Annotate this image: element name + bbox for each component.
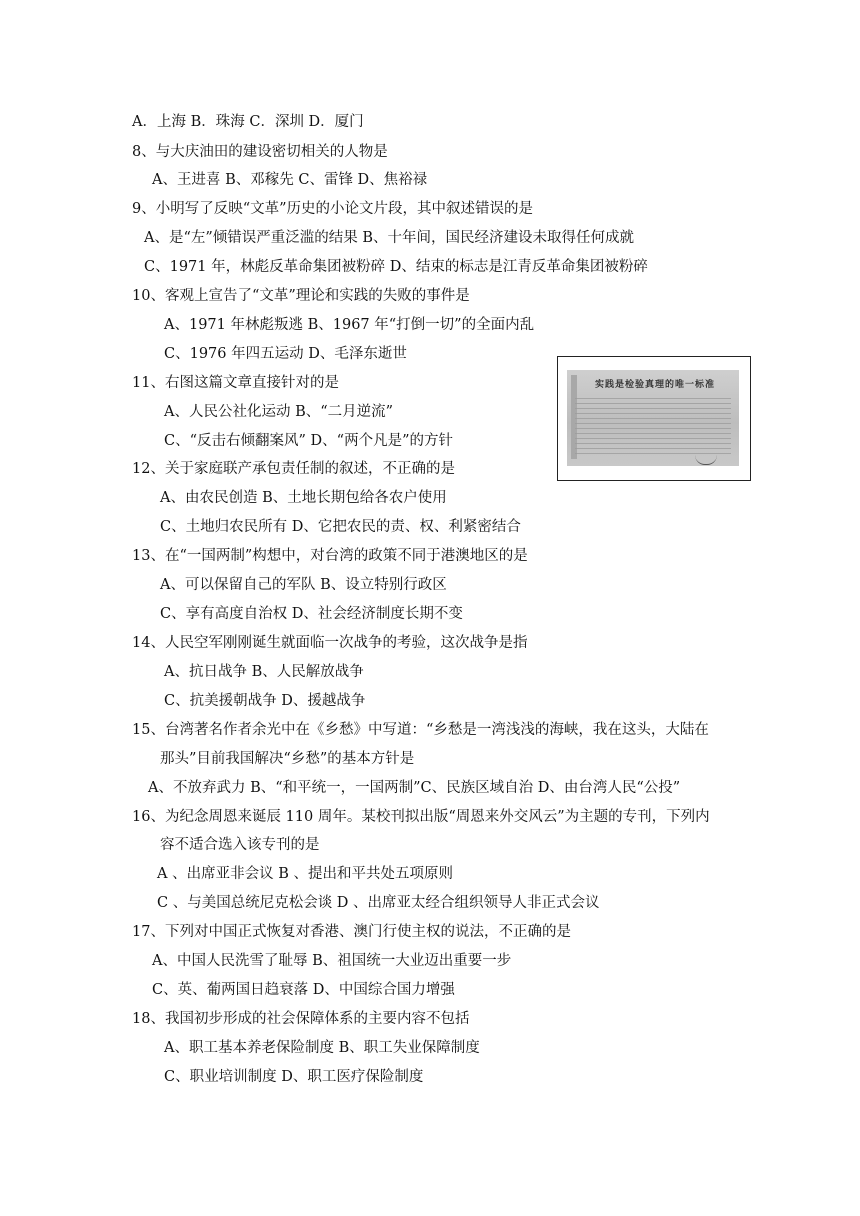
question-line: 15、台湾著名作者余光中在《乡愁》中写道：“乡愁是一湾浅浅的海峡，我在这头，大陆在: [132, 722, 709, 738]
article-headline: 实践是检验真理的唯一标准: [595, 380, 716, 390]
article-photo: [567, 370, 739, 466]
question-line: C、1971 年，林彪反革命集团被粉碎 D、结束的标志是江青反革命集团被粉碎: [144, 259, 648, 275]
question-line: 17、下列对中国正式恢复对香港、澳门行使主权的说法，不正确的是: [132, 924, 571, 940]
question-line: C、享有高度自治权 D、社会经济制度长期不变: [160, 606, 463, 622]
question-line: C 、与美国总统尼克松会谈 D 、出席亚太经合组织领导人非正式会议: [157, 895, 600, 911]
question-line: A、可以保留自己的军队 B、设立特别行政区: [160, 577, 447, 593]
question-line: 12、关于家庭联产承包责任制的叙述，不正确的是: [132, 461, 455, 477]
question-line: 16、为纪念周恩来诞辰 110 周年。某校刊拟出版“周恩来外交风云”为主题的专刊，下列内: [132, 809, 710, 825]
question-line: C、英、葡两国日趋衰落 D、中国综合国力增强: [152, 982, 455, 998]
question-line: A 、出席亚非会议 B 、提出和平共处五项原则: [157, 866, 453, 882]
question-line: C、“反击右倾翻案风” D、“两个凡是”的方针: [164, 433, 453, 449]
question-line: C、职业培训制度 D、职工医疗保险制度: [164, 1069, 424, 1085]
question-line: 18、我国初步形成的社会保障体系的主要内容不包括: [132, 1011, 470, 1027]
question-line: 8、与大庆油田的建设密切相关的人物是: [132, 144, 388, 160]
article-body-text: [575, 398, 731, 458]
question-line: A、由农民创造 B、土地长期包给各农户使用: [160, 490, 447, 506]
question-line: A、王进喜 B、邓稼先 C、雷锋 D、焦裕禄: [152, 172, 428, 188]
question-line: C、1976 年四五运动 D、毛泽东逝世: [164, 346, 407, 362]
question-line: A、中国人民洗雪了耻辱 B、祖国统一大业迈出重要一步: [152, 953, 512, 969]
question-line: 容不适合选入该专刊的是: [160, 837, 320, 853]
newspaper-article-image: [557, 356, 751, 481]
question-line: 那头”目前我国解决“乡愁”的基本方针是: [160, 751, 415, 767]
question-line: A．上海 B．珠海 C．深圳 D．厦门: [132, 114, 364, 130]
question-line: A、抗日战争 B、人民解放战争: [164, 664, 364, 680]
question-line: 13、在“一国两制”构想中，对台湾的政策不同于港澳地区的是: [132, 548, 528, 564]
question-line: C、抗美援朝战争 D、援越战争: [164, 693, 366, 709]
question-line: A、人民公社化运动 B、“二月逆流”: [164, 404, 394, 420]
question-line: 11、右图这篇文章直接针对的是: [132, 375, 339, 391]
question-line: 14、人民空军刚刚诞生就面临一次战争的考验，这次战争是指: [132, 635, 528, 651]
question-line: A、不放弃武力 B、“和平统一，一国两制”C、民族区域自治 D、由台湾人民“公投”: [148, 780, 681, 796]
question-line: 9、小明写了反映“文革”历史的小论文片段，其中叙述错误的是: [132, 201, 534, 217]
question-line: A、是“左”倾错误严重泛滥的结果 B、十年间，国民经济建设未取得任何成就: [144, 230, 635, 246]
question-line: C、土地归农民所有 D、它把农民的责、权、利紧密结合: [160, 519, 521, 535]
question-line: A、职工基本养老保险制度 B、职工失业保障制度: [164, 1040, 480, 1056]
question-line: A、1971 年林彪叛逃 B、1967 年“打倒一切”的全面内乱: [164, 317, 535, 333]
article-mark: [695, 454, 717, 465]
question-line: 10、客观上宣告了“文革”理论和实践的失败的事件是: [132, 288, 470, 304]
